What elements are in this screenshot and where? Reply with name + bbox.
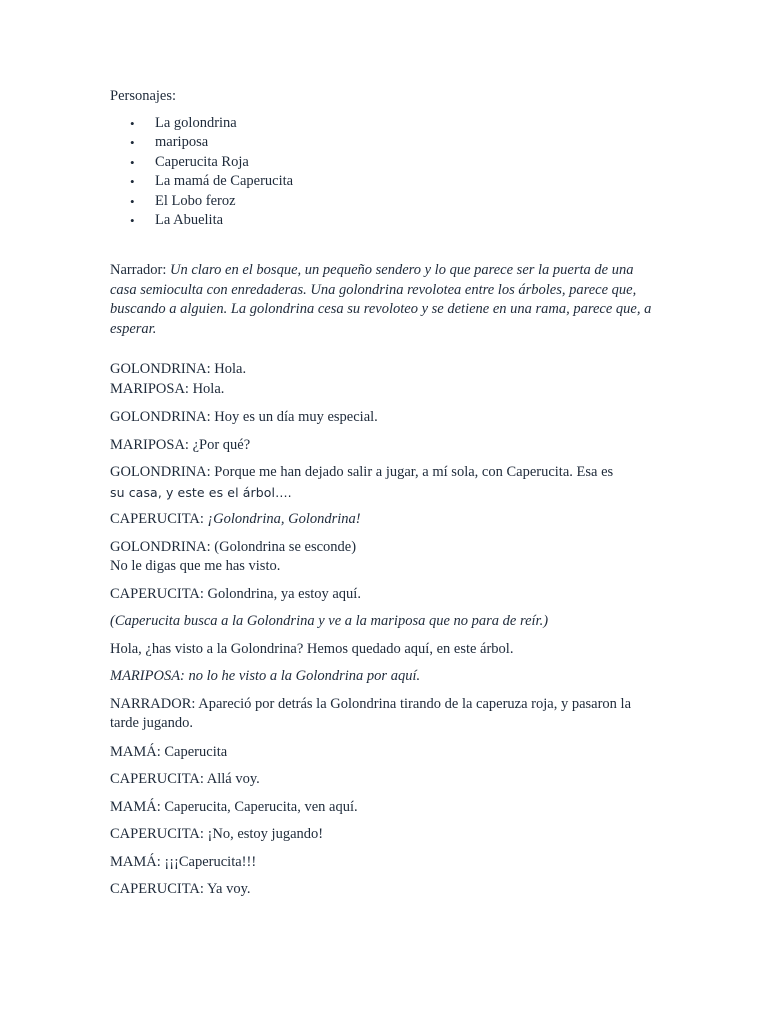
dialogue-line: MARIPOSA: Hola.	[110, 380, 225, 397]
bullet-icon: •	[130, 193, 135, 209]
list-item	[110, 114, 655, 133]
bullet-icon: •	[130, 154, 135, 170]
character-name: mariposa	[155, 134, 209, 151]
dialogue-line: CAPERUCITA: ¡No, estoy jugando!	[110, 826, 324, 843]
dialogue-line: NARRADOR: Apareció por detrás la Golondrina tirando de la caperuza roja, y pasaron la tarde jugando.	[110, 695, 632, 732]
dialogue-line: MARIPOSA: ¿Por qué?	[110, 436, 251, 453]
dialogue-line	[110, 510, 655, 530]
dialogue-line: CAPERUCITA: Golondrina, ya estoy aquí.	[110, 585, 361, 602]
dialogue-line: MAMÁ: Caperucita, Caperucita, ven aquí.	[110, 798, 358, 815]
document-page	[110, 87, 655, 900]
spoken-text: ¡Golondrina, Golondrina!	[207, 511, 361, 528]
character-name: La golondrina	[155, 115, 237, 131]
dialogue-line-block	[110, 538, 655, 577]
bullet-icon: •	[130, 135, 135, 151]
dialogue-line: No le digas que me has visto.	[110, 558, 281, 575]
narrator-text: Un claro en el bosque, un pequeño sendero y lo que parece ser la puerta de una casa semioculta con enredaderas. Una golondrina revolotea entre los árboles, parece que, buscando a alguien. La golondrina cesa su revoloteo y se detiene en una rama, parece que, a esperar.	[110, 262, 652, 337]
characters-heading: Personajes:	[110, 88, 177, 104]
dialogue-line: su casa, y este es el árbol….	[110, 484, 292, 500]
speaker-label: CAPERUCITA:	[110, 511, 208, 528]
dialogue-line: MARIPOSA: no lo he visto a la Golondrina por aquí.	[110, 668, 421, 685]
dialogue-line: CAPERUCITA: Allá voy.	[110, 771, 260, 788]
character-name: La Abuelita	[155, 211, 224, 228]
dialogue-line: GOLONDRINA: Porque me han dejado salir a jugar, a mí sola, con Caperucita. Esa es	[110, 464, 614, 481]
bullet-icon: •	[130, 212, 135, 228]
dialogue-line: MAMÁ: ¡¡¡Caperucita!!!	[110, 853, 257, 870]
list-item	[110, 211, 655, 230]
dialogue-line-block	[110, 463, 655, 502]
dialogue-line: GOLONDRINA: (Golondrina se esconde)	[110, 538, 357, 555]
dialogue-line: Hola, ¿has visto a la Golondrina? Hemos quedado aquí, en este árbol.	[110, 640, 514, 657]
bullet-icon: •	[130, 174, 135, 190]
character-name: La mamá de Caperucita	[155, 173, 294, 190]
characters-list	[110, 114, 655, 230]
list-item	[110, 133, 655, 152]
narrator-speaker: Narrador:	[110, 262, 170, 279]
dialogue-line: GOLONDRINA: Hoy es un día muy especial.	[110, 409, 378, 426]
dialogue-line: MAMÁ: Caperucita	[110, 743, 228, 760]
dialogue-line: GOLONDRINA: Hola.	[110, 361, 247, 378]
list-item	[110, 192, 655, 211]
bullet-icon: •	[130, 116, 135, 131]
dialogue-line: CAPERUCITA: Ya voy.	[110, 881, 251, 898]
narrator-intro	[110, 261, 655, 339]
list-item	[110, 153, 655, 172]
character-name: El Lobo feroz	[155, 192, 236, 209]
stage-direction: (Caperucita busca a la Golondrina y ve a la mariposa que no para de reír.)	[110, 613, 549, 630]
list-item	[110, 172, 655, 191]
character-name: Caperucita Roja	[155, 153, 249, 170]
